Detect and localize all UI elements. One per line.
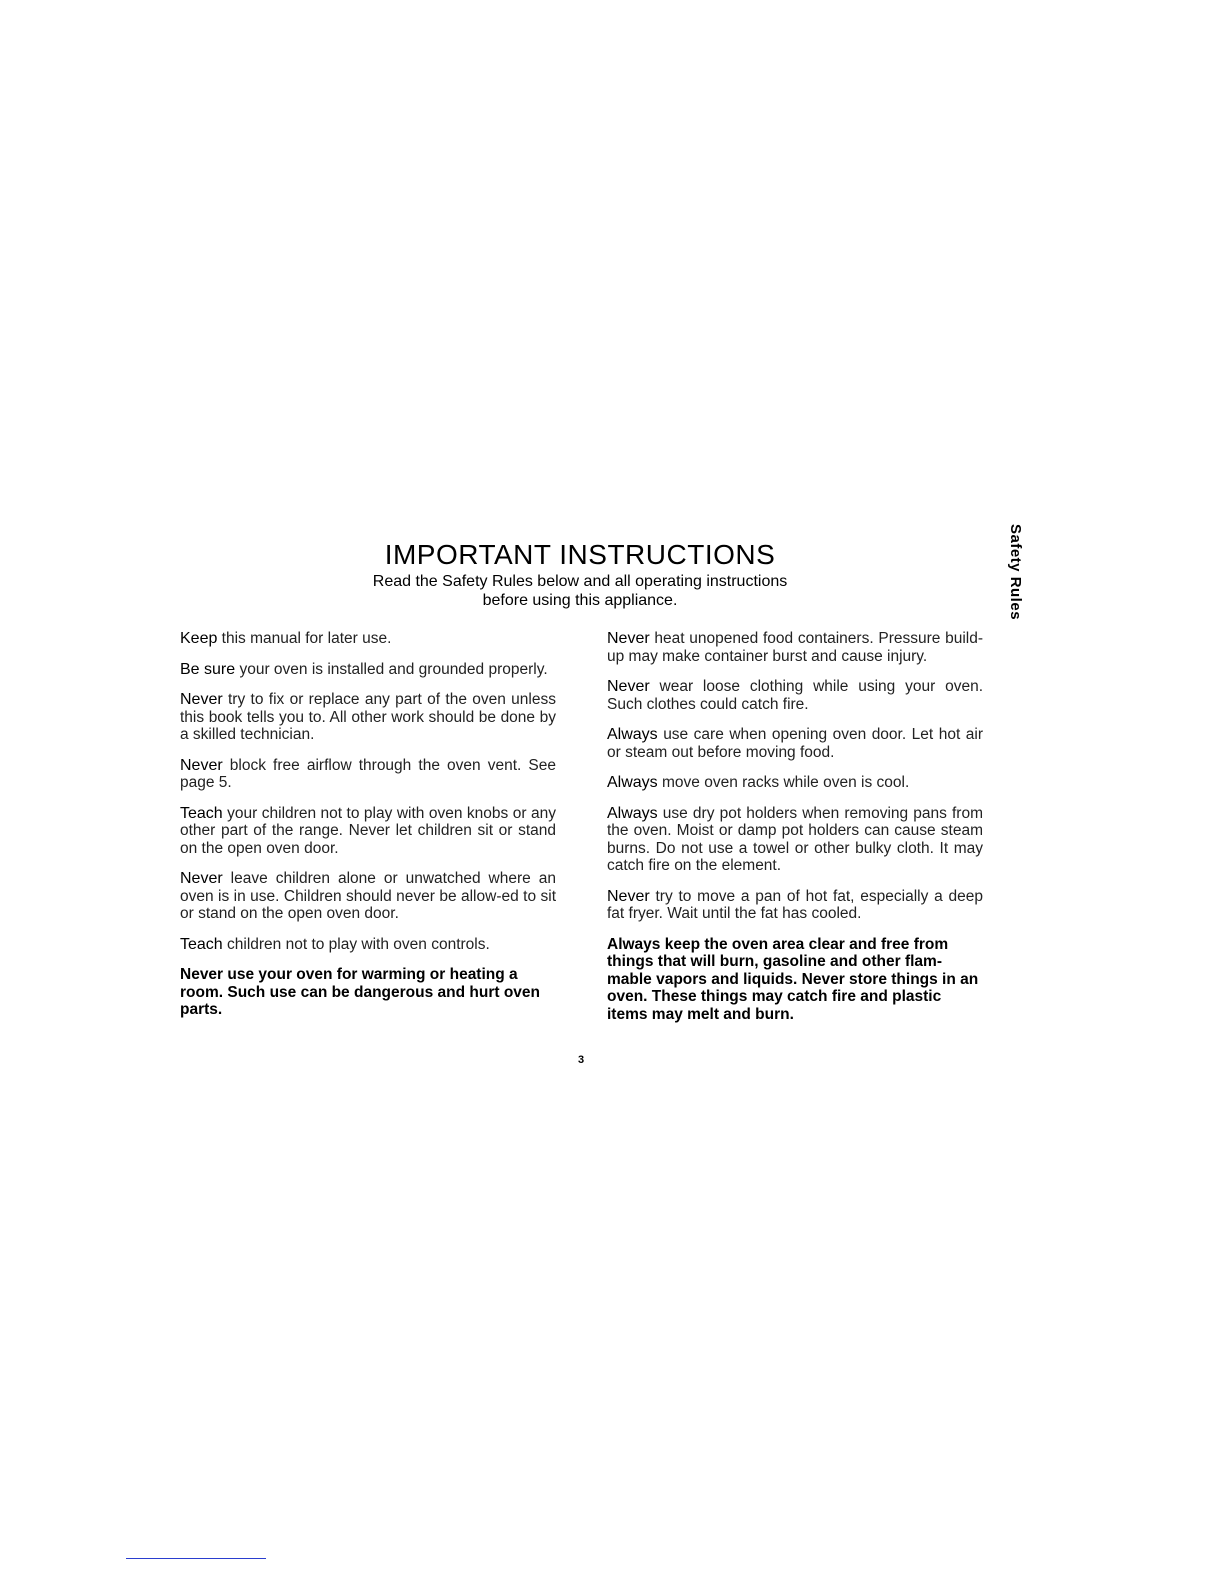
rule-item	[180, 936, 556, 954]
section-tab: Safety Rules	[1007, 524, 1024, 621]
rule-text: Never use your oven for warming or heating a room. Such use can be dangerous and hurt oven parts.	[180, 966, 541, 1018]
rule-keyword: Always	[607, 774, 658, 791]
rule-item	[180, 870, 556, 923]
rule-text: use dry pot holders when removing pans from the oven. Moist or damp pot holders can cause steam burns. Do not use a towel or other bulky cloth. It may catch fire on the element.	[607, 804, 983, 874]
rule-keyword: Never	[607, 630, 650, 647]
rule-item-warning	[607, 936, 983, 1024]
rule-text: wear loose clothing while using your oven. Such clothes could catch fire.	[607, 678, 983, 713]
rule-text: heat unopened food containers. Pressure build-up may make container burst and cause injury.	[607, 630, 983, 665]
rule-keyword: Always	[607, 804, 658, 822]
subtitle-line-2: before using this appliance.	[482, 592, 678, 609]
rule-item	[607, 630, 983, 665]
page-number: 3	[578, 1054, 585, 1066]
rule-item	[180, 661, 556, 679]
rule-item	[607, 726, 983, 761]
rule-item	[180, 757, 556, 792]
rule-item	[607, 805, 983, 875]
rule-item-warning	[180, 966, 556, 1019]
rule-text: try to move a pan of hot fat, especially a deep fat fryer. Wait until the fat has cooled.	[607, 887, 983, 922]
rule-text: move oven racks while oven is cool.	[657, 774, 910, 791]
rule-keyword: Never	[180, 870, 223, 887]
footer-divider	[126, 1558, 266, 1559]
rule-keyword: Be sure	[180, 660, 236, 678]
left-column	[180, 630, 556, 1032]
rule-item	[607, 678, 983, 713]
rule-keyword: Teach	[180, 804, 223, 822]
rule-keyword: Never	[180, 691, 223, 708]
rule-keyword: Always	[607, 726, 658, 743]
right-column	[607, 630, 983, 1036]
rule-text: your children not to play with oven knobs or any other part of the range. Never let children sit or stand on the open oven door.	[180, 804, 556, 857]
rule-text: this manual for later use.	[217, 630, 392, 647]
rule-text: Always keep the oven area clear and free from things that will burn, gasoline and other flam-mable vapors and liquids. Never store things in an oven. These things may catch fire and plastic items may melt and burn.	[607, 935, 979, 1023]
rule-text: leave children alone or unwatched where an oven is in use. Children should never be allow-ed to sit or stand on the open oven door.	[180, 870, 556, 922]
rule-keyword: Teach	[180, 935, 223, 953]
rule-keyword: Keep	[180, 630, 218, 647]
rule-keyword: Never	[180, 756, 223, 774]
rule-item	[607, 888, 983, 923]
rule-text: try to fix or replace any part of the oven unless this book tells you to. All other work should be done by a skilled technician.	[180, 691, 556, 743]
rule-item	[180, 691, 556, 744]
rule-item	[180, 805, 556, 858]
subtitle-line-1: Read the Safety Rules below and all operating instructions	[372, 573, 788, 590]
rule-text: use care when opening oven door. Let hot air or steam out before moving food.	[607, 726, 983, 761]
rule-keyword: Never	[607, 678, 650, 695]
page-subtitle	[280, 572, 880, 610]
rule-keyword: Never	[607, 887, 650, 905]
rule-item	[180, 630, 556, 648]
page-title: IMPORTANT INSTRUCTIONS	[384, 539, 776, 570]
rule-item	[607, 774, 983, 792]
rule-text: your oven is installed and grounded properly.	[235, 660, 548, 678]
rule-text: children not to play with oven controls.	[222, 935, 490, 953]
rule-text: block free airflow through the oven vent. See page 5.	[180, 756, 556, 791]
